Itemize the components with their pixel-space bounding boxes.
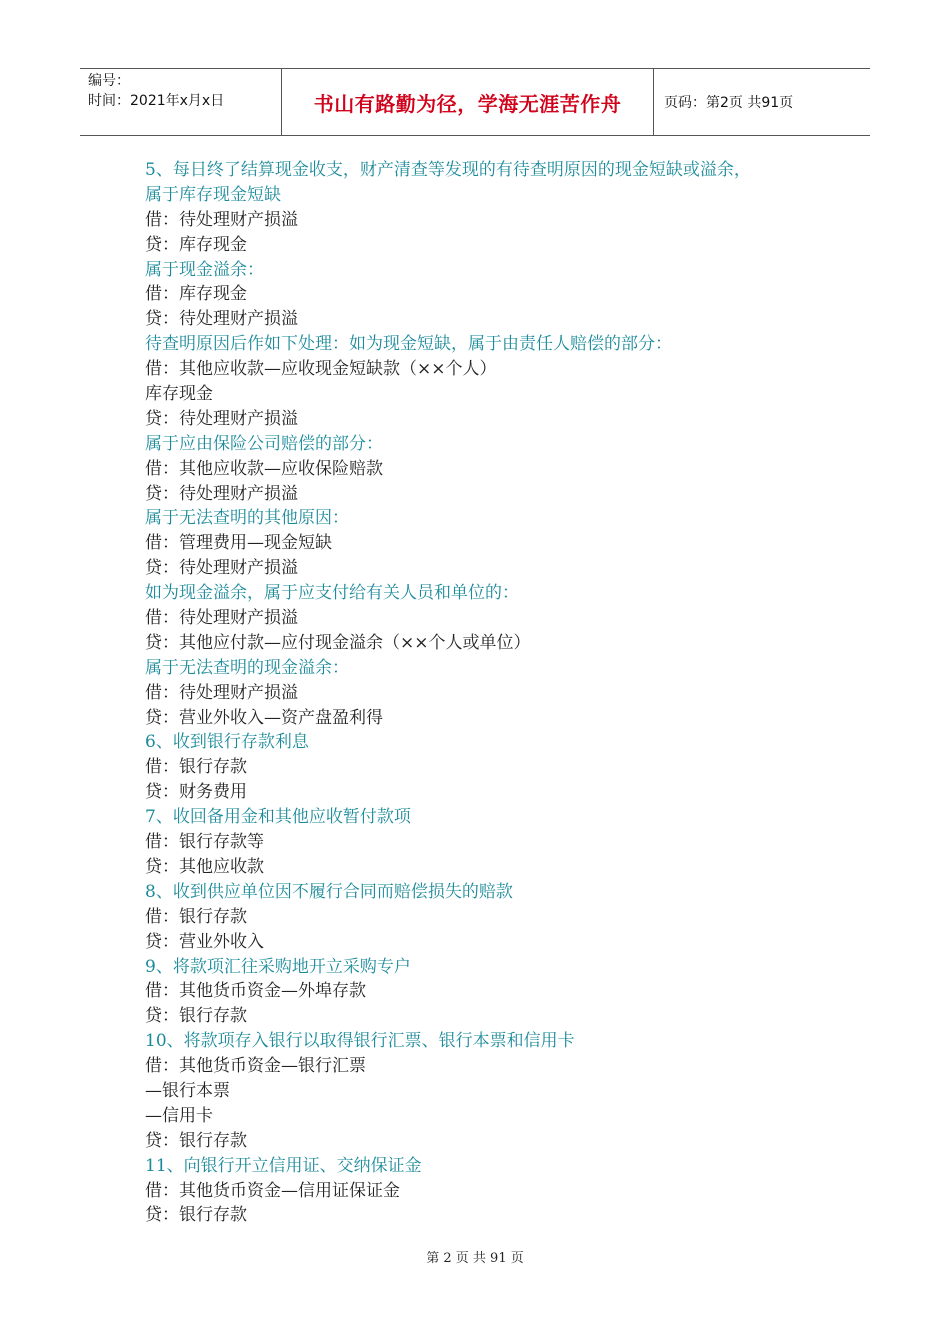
section-heading-line: 9、将款项汇往采购地开立采购专户 [145, 956, 411, 977]
section-heading-line: 6、收到银行存款利息 [145, 732, 309, 753]
entry-line: 借：其他货币资金—银行汇票 [145, 1056, 366, 1077]
section-heading-line: 待查明原因后作如下处理：如为现金短缺，属于由责任人赔偿的部分： [145, 334, 672, 355]
entry-line: 贷：银行存款 [145, 1130, 247, 1151]
entry-line: 借：其他应收款—应收保险赔款 [145, 458, 383, 479]
entry-line: 贷：待处理财产损溢 [145, 558, 298, 579]
section-heading-line: 5、每日终了结算现金收支，财产清查等发现的有待查明原因的现金短缺或溢余， [145, 160, 751, 180]
entry-line: 贷：银行存款 [145, 1006, 247, 1027]
document-body [145, 158, 845, 1228]
entry-line: 贷：待处理财产损溢 [145, 309, 298, 330]
section-heading-line: 如为现金溢余，属于应支付给有关人员和单位的： [145, 583, 519, 604]
entry-line: —银行本票 [145, 1080, 230, 1101]
entry-line: 借：银行存款 [145, 906, 247, 927]
page-footer [0, 1247, 950, 1266]
entry-line: 贷：其他应收款 [145, 856, 264, 877]
header-meta [80, 69, 282, 135]
entry-line: 借：其他货币资金—外埠存款 [145, 981, 366, 1002]
time-label: 时间：2021年x月x日 [88, 93, 225, 109]
section-heading-line: 7、收回备用金和其他应收暂付款项 [145, 807, 411, 828]
entry-line: 借：银行存款 [145, 757, 247, 778]
entry-line: 贷：库存现金 [145, 234, 247, 255]
entry-line: 贷：营业外收入—资产盘盈利得 [145, 707, 383, 728]
entry-line: 借：待处理财产损溢 [145, 209, 298, 230]
entry-line: —信用卡 [145, 1105, 213, 1126]
entry-line: 贷：财务费用 [145, 782, 247, 803]
header-page-info [654, 69, 870, 135]
number-label: 编号： [88, 73, 130, 89]
section-heading-line: 属于无法查明的现金溢余： [145, 657, 349, 678]
section-heading-line: 属于无法查明的其他原因： [145, 508, 349, 529]
page-info-text: 页码：第2页 共91页 [664, 95, 794, 111]
entry-line: 借：待处理财产损溢 [145, 608, 298, 629]
entry-line: 借：待处理财产损溢 [145, 682, 298, 703]
entry-line: 贷：银行存款 [145, 1205, 247, 1226]
entry-line: 贷：待处理财产损溢 [145, 408, 298, 429]
entry-line: 库存现金 [145, 384, 213, 405]
section-heading-line: 属于库存现金短缺 [145, 184, 281, 205]
section-heading-line: 属于应由保险公司赔偿的部分： [145, 433, 383, 454]
entry-line: 贷：待处理财产损溢 [145, 483, 298, 504]
section-heading-line: 10、将款项存入银行以取得银行汇票、银行本票和信用卡 [145, 1031, 575, 1052]
page-header [80, 68, 870, 136]
section-heading-line: 8、收到供应单位因不履行合同而赔偿损失的赔款 [145, 881, 513, 902]
motto-text: 书山有路勤为径，学海无涯苦作舟 [313, 91, 622, 116]
entry-line: 借：其他应收款—应收现金短缺款（××个人） [145, 359, 497, 380]
section-heading-line: 属于现金溢余： [145, 259, 264, 280]
header-motto-cell [282, 69, 654, 135]
entry-line: 借：管理费用—现金短缺 [145, 533, 332, 554]
entry-line: 贷：营业外收入 [145, 931, 264, 952]
footer-page-number: 第 2 页 共 91 页 [426, 1251, 524, 1266]
section-heading-line: 11、向银行开立信用证、交纳保证金 [145, 1155, 422, 1176]
entry-line: 借：库存现金 [145, 284, 247, 305]
entry-line: 借：其他货币资金—信用证保证金 [145, 1180, 400, 1201]
entry-line: 贷：其他应付款—应付现金溢余（××个人或单位） [145, 632, 531, 653]
entry-line: 借：银行存款等 [145, 832, 264, 853]
